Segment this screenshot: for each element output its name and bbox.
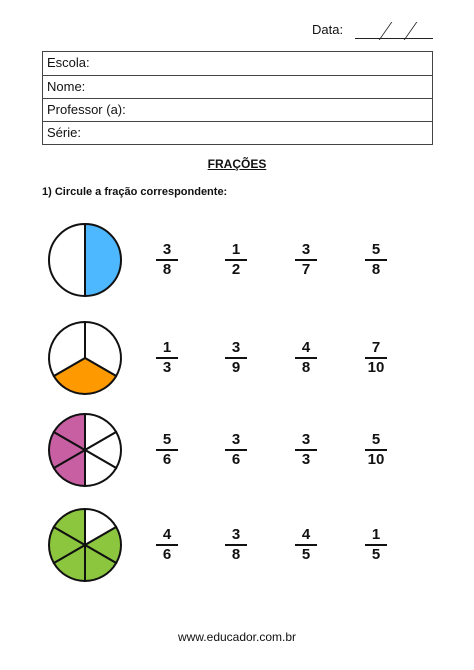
- fraction-numerator: 4: [162, 526, 172, 543]
- fraction-option[interactable]: [147, 432, 187, 468]
- fraction-numerator: 3: [231, 431, 241, 448]
- info-row-professor: Professor (a):: [43, 98, 432, 121]
- fraction-numerator: 3: [231, 339, 241, 356]
- fraction-option[interactable]: [286, 242, 326, 278]
- fraction-option[interactable]: [356, 242, 396, 278]
- instruction-text: 1) Circule a fração correspondente:: [42, 186, 228, 198]
- info-row-serie: Série:: [43, 121, 432, 144]
- fraction-denominator: 3: [301, 451, 311, 468]
- fraction-denominator: 3: [162, 359, 172, 376]
- fraction-denominator: 10: [367, 359, 385, 376]
- fraction-option[interactable]: [216, 340, 256, 376]
- fraction-option[interactable]: [216, 432, 256, 468]
- info-row-escola: Escola:: [47, 55, 90, 70]
- date-field: [300, 20, 440, 44]
- fraction-denominator: 8: [371, 261, 381, 278]
- fraction-pie-2: [45, 318, 125, 398]
- pie-slice: [49, 224, 85, 296]
- fraction-option[interactable]: [286, 527, 326, 563]
- fraction-numerator: 4: [301, 339, 311, 356]
- page-title: FRAÇÕES: [207, 157, 267, 171]
- fraction-option[interactable]: [147, 340, 187, 376]
- pie-slice: [85, 224, 121, 296]
- fraction-numerator: 3: [301, 241, 311, 258]
- fraction-denominator: 6: [162, 451, 172, 468]
- fraction-numerator: 4: [301, 526, 311, 543]
- fraction-option[interactable]: [286, 340, 326, 376]
- student-info-box: [42, 51, 433, 145]
- date-label: Data:: [312, 22, 344, 37]
- fraction-denominator: 2: [231, 261, 241, 278]
- fraction-option[interactable]: [147, 527, 187, 563]
- fraction-pie-1: [45, 220, 125, 300]
- fraction-denominator: 6: [162, 546, 172, 563]
- fraction-denominator: 8: [231, 546, 241, 563]
- info-row-nome: Nome:: [43, 75, 432, 98]
- fraction-numerator: 1: [231, 241, 241, 258]
- fraction-option[interactable]: [216, 527, 256, 563]
- fraction-denominator: 5: [301, 546, 311, 563]
- fraction-option[interactable]: [356, 340, 396, 376]
- fraction-option[interactable]: [356, 527, 396, 563]
- fraction-option[interactable]: [286, 432, 326, 468]
- fraction-numerator: 3: [231, 526, 241, 543]
- fraction-denominator: 8: [162, 261, 172, 278]
- fraction-numerator: 1: [371, 526, 381, 543]
- fraction-numerator: 1: [162, 339, 172, 356]
- fraction-numerator: 5: [371, 431, 381, 448]
- footer-url: www.educador.com.br: [177, 630, 297, 644]
- fraction-denominator: 6: [231, 451, 241, 468]
- fraction-pie-3: [45, 410, 125, 490]
- fraction-denominator: 5: [371, 546, 381, 563]
- fraction-numerator: 3: [301, 431, 311, 448]
- fraction-option[interactable]: [216, 242, 256, 278]
- fraction-pie-4: [45, 505, 125, 585]
- fraction-numerator: 5: [371, 241, 381, 258]
- fraction-numerator: 5: [162, 431, 172, 448]
- fraction-denominator: 7: [301, 261, 311, 278]
- fraction-numerator: 7: [371, 339, 381, 356]
- fraction-numerator: 3: [162, 241, 172, 258]
- fraction-denominator: 9: [231, 359, 241, 376]
- fraction-option[interactable]: [356, 432, 396, 468]
- date-line: [355, 38, 433, 39]
- fraction-option[interactable]: [147, 242, 187, 278]
- fraction-denominator: 8: [301, 359, 311, 376]
- fraction-denominator: 10: [367, 451, 385, 468]
